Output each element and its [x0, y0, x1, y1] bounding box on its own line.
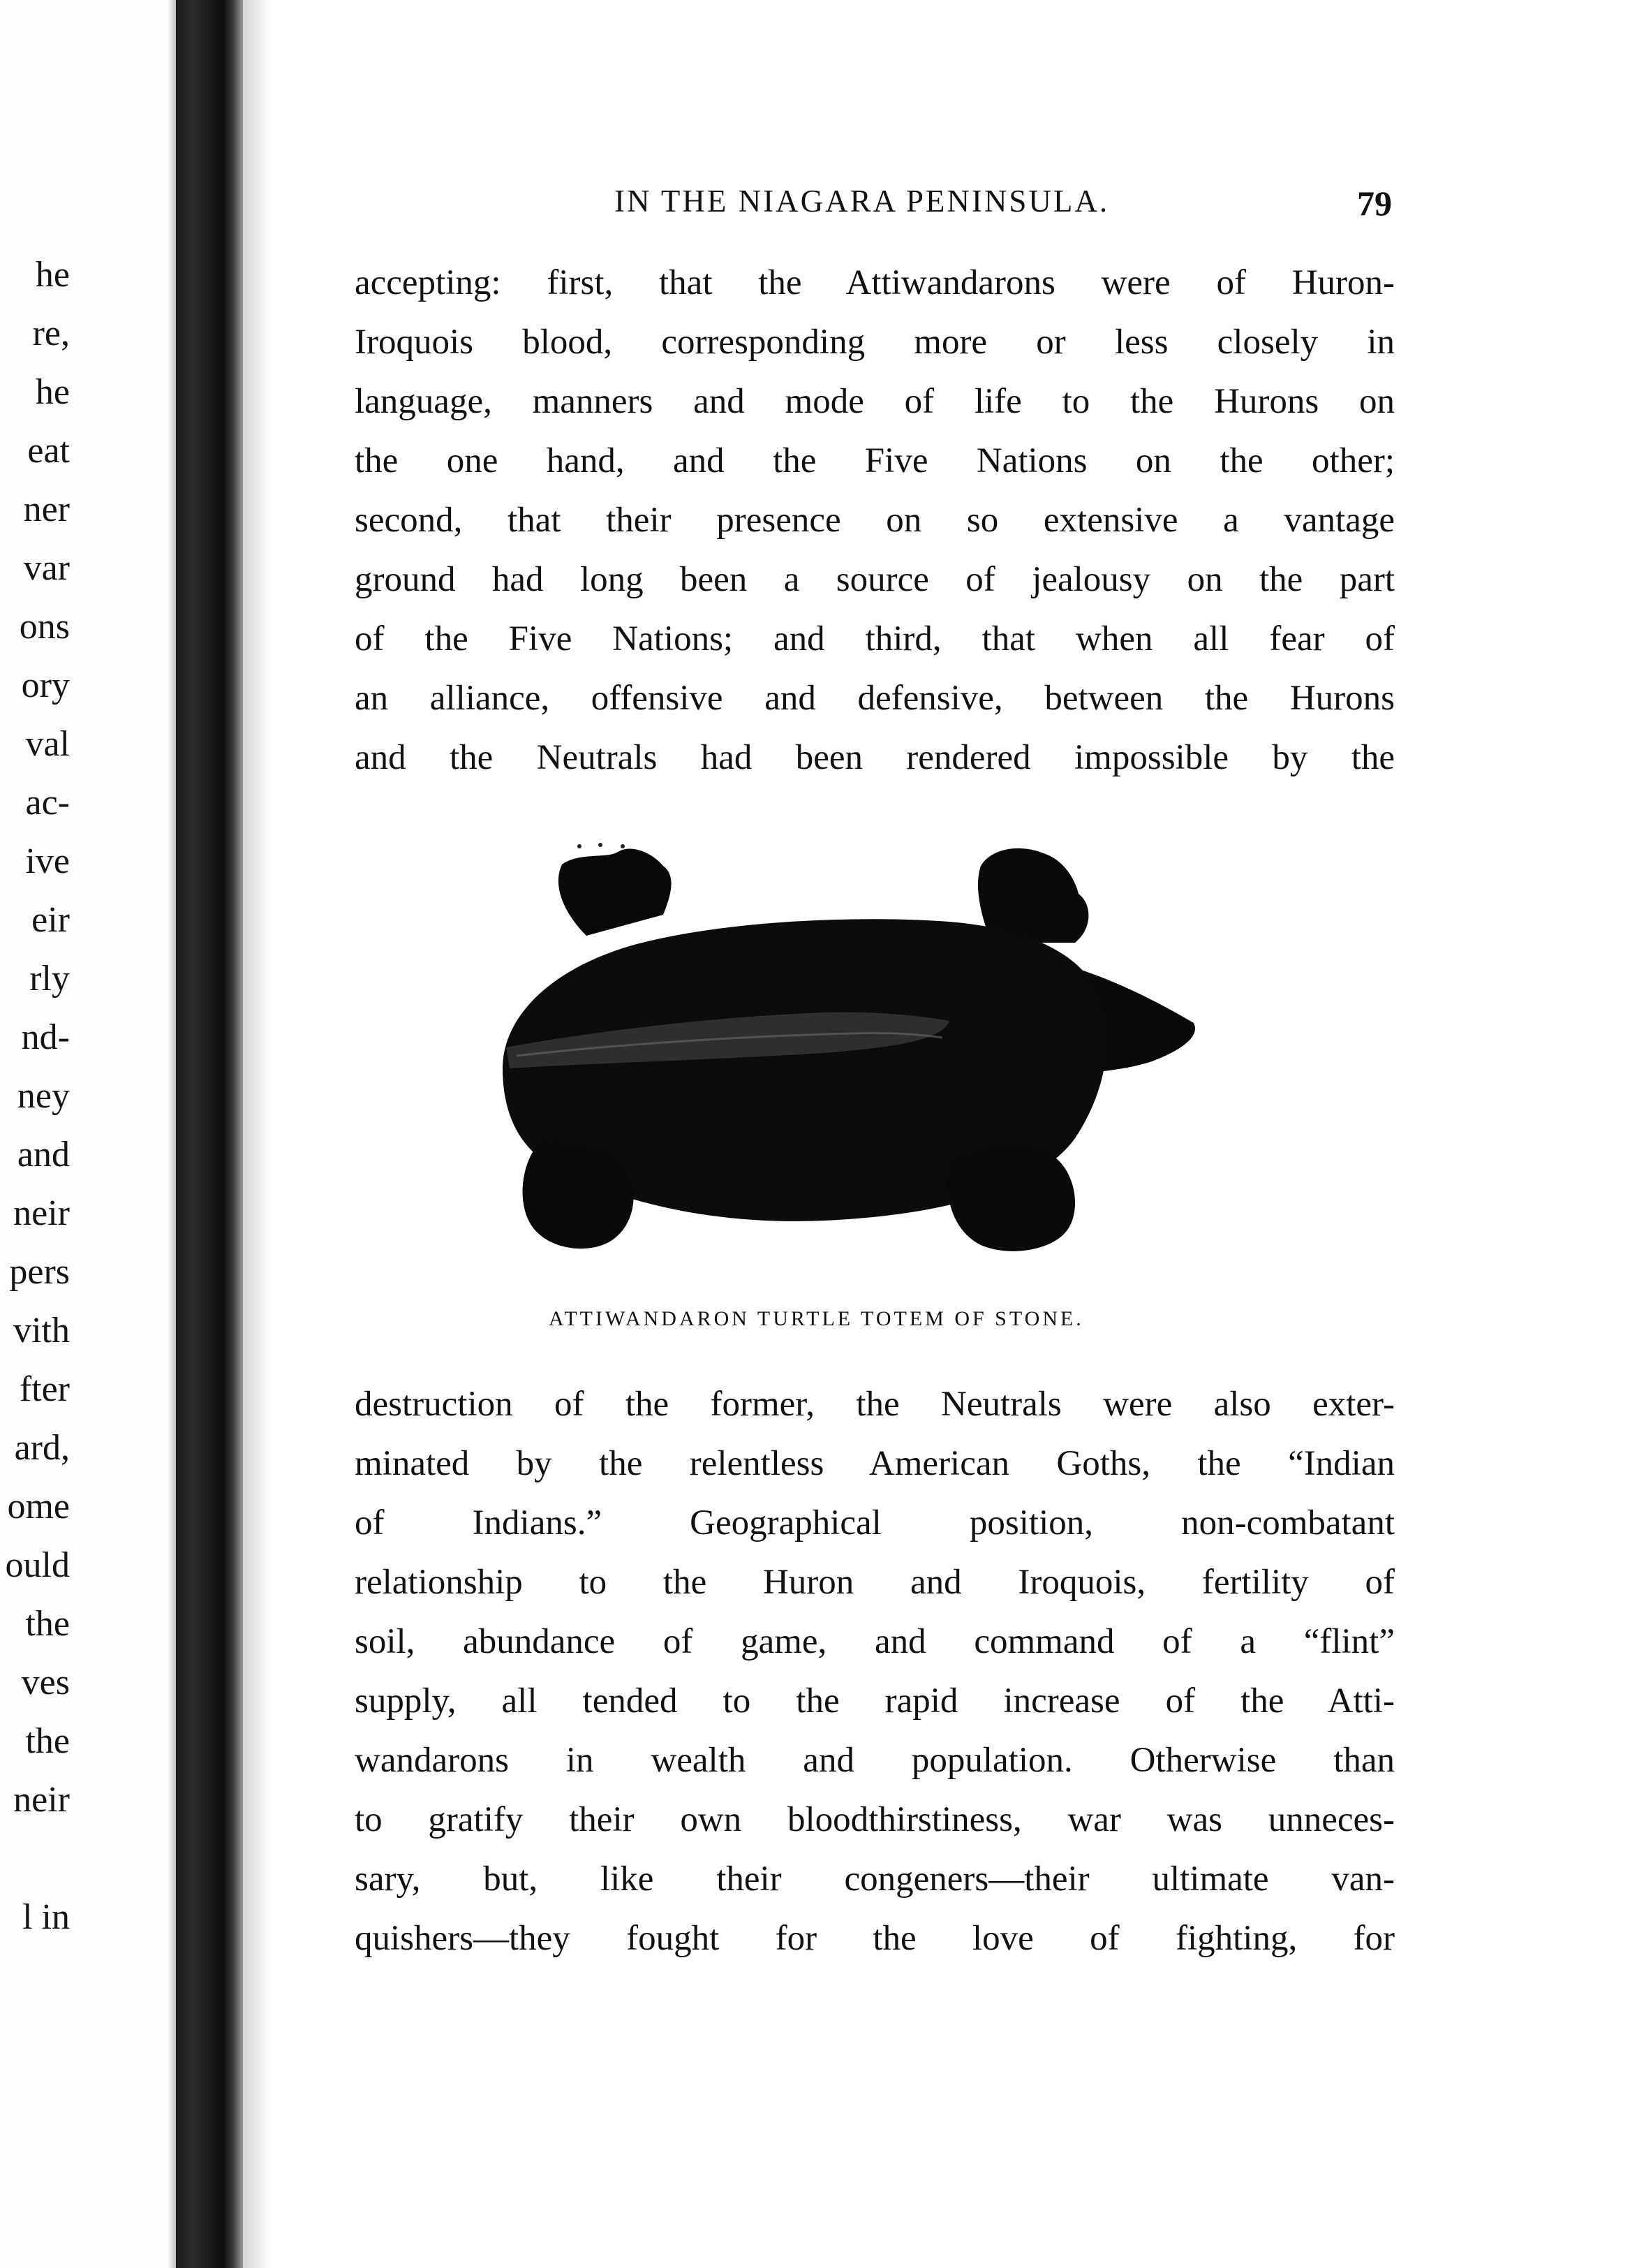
text-line: ground had long been a source of jealousy on the part [355, 560, 1395, 599]
facing-line: ard, [14, 1428, 70, 1468]
facing-line: rly [29, 959, 70, 999]
facing-line: fter [19, 1369, 70, 1409]
text-line: sary, but, like their congeners—their ultimate van- [355, 1860, 1395, 1899]
facing-line: neir [13, 1193, 70, 1233]
text-line: language, manners and mode of life to the Hurons on [355, 382, 1395, 421]
text-line: Iroquois blood, corresponding more or less closely in [355, 323, 1395, 362]
facing-line: neir [13, 1780, 70, 1820]
text-line: wandarons in wealth and population. Otherwise than [355, 1741, 1395, 1780]
facing-line: ner [23, 489, 70, 529]
facing-line: the [25, 1721, 70, 1761]
text-line: to gratify their own bloodthirstiness, war was unneces- [355, 1800, 1395, 1839]
text-line: second, that their presence on so extensive a vantage [355, 501, 1395, 540]
text-line: quishers—they fought for the love of fighting, for [355, 1919, 1395, 1958]
facing-line: he [35, 255, 70, 295]
facing-line: ory [21, 665, 70, 705]
facing-line: ive [25, 841, 70, 881]
text-line: the one hand, and the Five Nations on the other; [355, 441, 1395, 480]
text-line: relationship to the Huron and Iroquois, fertility of [355, 1563, 1395, 1602]
page-number: 79 [1357, 184, 1392, 223]
facing-line: eat [27, 431, 70, 471]
facing-line: nd- [21, 1017, 70, 1057]
gutter-shadow [243, 0, 271, 2268]
facing-line: pers [9, 1252, 70, 1292]
facing-line: var [23, 548, 70, 588]
running-header: IN THE NIAGARA PENINSULA. [614, 184, 1110, 219]
text-line: accepting: first, that the Attiwandarons were of Huron- [355, 263, 1395, 302]
facing-line: ould [5, 1545, 70, 1585]
facing-line: ac- [25, 783, 70, 823]
text-line: soil, abundance of game, and command of a “flint” [355, 1622, 1395, 1661]
facing-line: re, [32, 314, 70, 353]
facing-line: ves [21, 1663, 70, 1702]
facing-page-fragment [0, 0, 175, 2268]
facing-line: val [25, 724, 70, 764]
facing-line: ney [17, 1076, 70, 1116]
facing-line: l in [22, 1897, 70, 1937]
facing-line: eir [31, 900, 70, 940]
text-line: of Indians.” Geographical position, non-combatant [355, 1503, 1395, 1542]
text-line: destruction of the former, the Neutrals were also exter- [355, 1385, 1395, 1424]
facing-line: the [25, 1604, 70, 1644]
page-edge [168, 0, 176, 2268]
facing-line: and [17, 1135, 70, 1174]
text-line: minated by the relentless American Goths, the “Indian [355, 1444, 1395, 1483]
facing-line: vith [13, 1311, 70, 1350]
text-line: and the Neutrals had been rendered impossible by the [355, 738, 1395, 777]
facing-line: he [35, 372, 70, 412]
turtle-totem-illustration [461, 838, 1270, 1271]
text-line: of the Five Nations; and third, that when all fear of [355, 619, 1395, 658]
book-spine [176, 0, 243, 2268]
text-line: supply, all tended to the rapid increase of the Atti- [355, 1681, 1395, 1721]
facing-line: ons [19, 607, 70, 647]
text-line: an alliance, offensive and defensive, between the Hurons [355, 679, 1395, 718]
figure-caption: ATTIWANDARON TURTLE TOTEM OF STONE. [549, 1307, 1084, 1330]
facing-line: ome [7, 1487, 70, 1526]
